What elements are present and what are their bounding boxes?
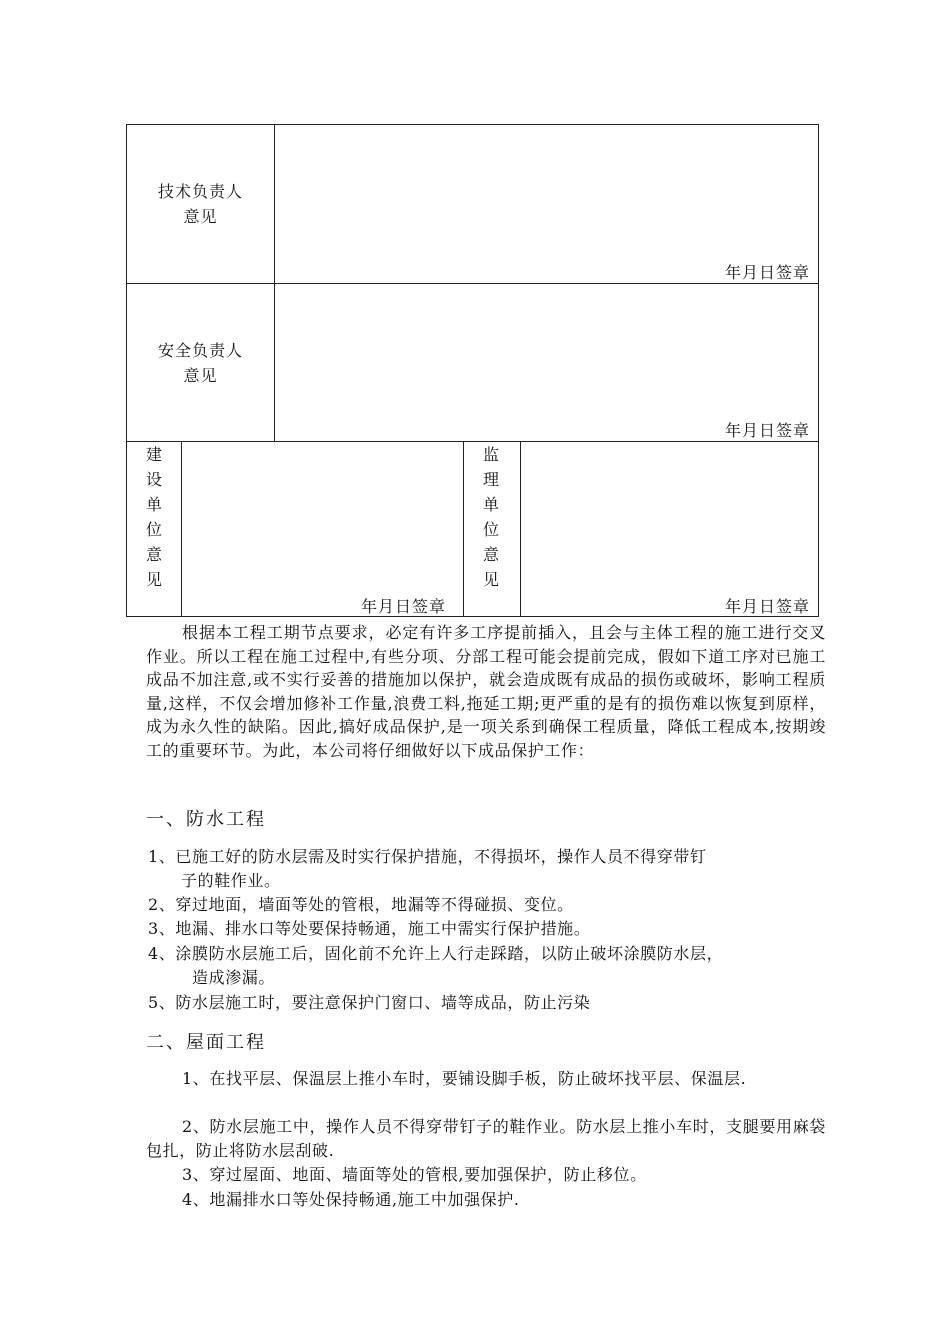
safety-lead-opinion-label: 安全负责人 意见 <box>157 341 243 385</box>
roofing-item-4: 4、地漏排水口等处保持畅通,施工中加强保护. <box>182 1190 520 1209</box>
waterproofing-item-4-cont: 造成渗漏。 <box>192 968 276 987</box>
column-divider <box>274 125 275 441</box>
opinion-form-table <box>126 124 819 617</box>
waterproofing-item-5: 5、防水层施工时，要注意保护门窗口、墙等成品，防止污染 <box>148 993 591 1012</box>
intro-paragraph: 根据本工程工期节点要求，必定有许多工序提前插入，且会与主体工程的施工进行交叉作业。所以工程在施工过程中,有些分项、分部工程可能会提前完成，假如下道工序对已施工成品不加注意,或不实行妥善的措施加以保护，就会造成既有成品的损伤或破坏，影响工程质量,这样，不仅会增加修补工作量,浪费工料,拖延工期;更严重的是有的损伤难以恢复到原样，成为永久性的缺陷。因此,搞好成品保护,是一项关系到确保工程质量，降低工程成本,按期竣工的重要环节。为此，本公司将仔细做好以下成品保护工作： <box>146 623 826 760</box>
tech-lead-opinion-label: 技术负责人 意见 <box>157 182 243 226</box>
construction-unit-opinion-label: 建 设 单 位 意 见 <box>145 445 162 589</box>
section-heading-waterproofing: 一、防水工程 <box>146 809 266 830</box>
safety-lead-signature-date: 年月日签章 <box>724 421 810 440</box>
tech-lead-signature-date: 年月日签章 <box>724 263 810 282</box>
roofing-item-3: 3、穿过屋面、地面、墙面等处的管根,要加强保护，防止移位。 <box>182 1165 647 1184</box>
construction-unit-signature-date: 年月日签章 <box>361 597 447 616</box>
supervision-unit-opinion-label: 监 理 单 位 意 见 <box>482 445 499 589</box>
roofing-item-1: 1、在找平层、保温层上推小车时，要铺设脚手板，防止破坏找平层、保温层. <box>182 1069 747 1088</box>
section-heading-roofing: 二、屋面工程 <box>146 1032 266 1053</box>
roofing-item-2: 2、防水层施工中，操作人员不得穿带钉子的鞋作业。防水层上推小车时，支腿要用麻袋包扎，防止将防水层刮破. <box>146 1117 826 1160</box>
supervision-unit-signature-date: 年月日签章 <box>724 597 810 616</box>
waterproofing-item-1-cont: 子的鞋作业。 <box>181 871 281 890</box>
waterproofing-item-1: 1、已施工好的防水层需及时实行保护措施，不得损坏，操作人员不得穿带钉 <box>148 847 707 866</box>
column-divider <box>520 441 521 616</box>
waterproofing-item-2: 2、穿过地面，墙面等处的管根，地漏等不得碰损、变位。 <box>148 895 574 914</box>
row-divider <box>127 283 818 284</box>
waterproofing-item-3: 3、地漏、排水口等处要保持畅通，施工中需实行保护措施。 <box>148 919 591 938</box>
waterproofing-item-4: 4、涂膜防水层施工后，固化前不允许上人行走踩踏，以防止破坏涂膜防水层， <box>148 944 724 963</box>
column-divider <box>181 441 182 616</box>
